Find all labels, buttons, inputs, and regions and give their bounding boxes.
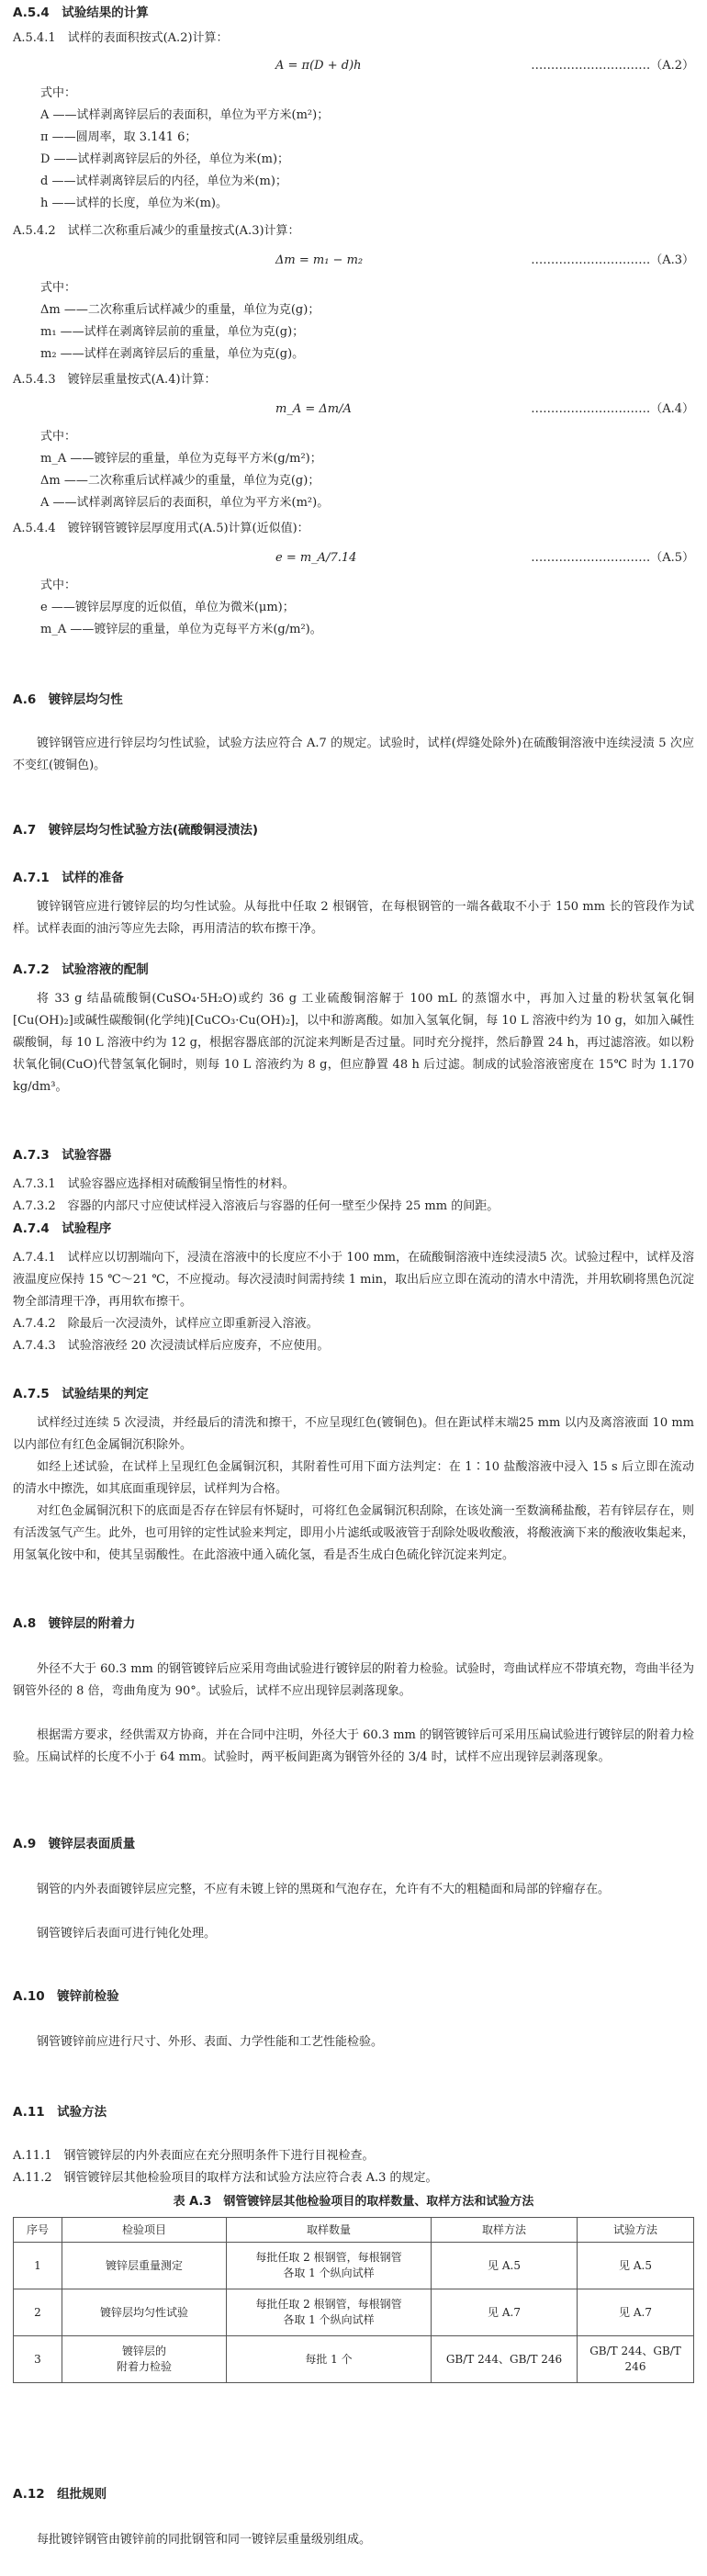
table-cell: 每批 1 个 bbox=[227, 2336, 432, 2383]
where-label: 式中： bbox=[40, 281, 77, 295]
column-header: 检验项目 bbox=[62, 2218, 227, 2243]
table-cell: 见 A.7 bbox=[432, 2289, 578, 2336]
formula: m_A = Δm/A bbox=[275, 402, 352, 416]
table-cell: 每批任取 2 根钢管，每根钢管 各取 1 个纵向试样 bbox=[227, 2243, 432, 2289]
variable-list bbox=[40, 448, 329, 514]
formula: Δm = m₁ − m₂ bbox=[275, 253, 364, 267]
clause-item: A.7.3.1 试验容器应选择相对硫酸铜呈惰性的材料。 bbox=[13, 1177, 295, 1191]
variable-definition: π ——圆周率，取 3.141 6； bbox=[40, 130, 197, 144]
column-header: 取样数量 bbox=[227, 2218, 432, 2243]
paragraph: 试样经过连续 5 次浸渍，并经最后的清洗和擦干，不应呈现红色(镀铜色)。但在距试样末端25 mm 以内及离溶液面 10 mm 以内部位有红色金属铜沉积除外。 bbox=[13, 1416, 694, 1452]
clause-label: A.5.4.2 试样二次称重后减少的重量按式(A.3)计算： bbox=[13, 224, 300, 238]
paragraph: 根据需方要求，经供需双方协商，并在合同中注明，外径大于 60.3 mm 的钢管镀锌后可采用压扁试验进行镀锌层的附着力检验。压扁试样的长度不小于 64 mm。试验时，两平板间距离为钢管外径的 3/4 时，试样不应出现锌层剥落现象。 bbox=[13, 1728, 694, 1764]
variable-definition: A ——试样剥离锌层后的表面积，单位为平方米(m²)； bbox=[40, 108, 330, 122]
variable-definition: A ——试样剥离锌层后的表面积，单位为平方米(m²)。 bbox=[40, 496, 330, 510]
clause-item: A.11.2 钢管镀锌层其他检验项目的取样方法和试验方法应符合表 A.3 的规定。 bbox=[13, 2171, 438, 2185]
table-row bbox=[14, 2243, 694, 2289]
section-heading: A.9 镀锌层表面质量 bbox=[13, 1837, 136, 1851]
variable-list bbox=[40, 105, 329, 215]
table-cell: 见 A.5 bbox=[578, 2243, 694, 2289]
variable-list bbox=[40, 597, 322, 641]
table-cell: 镀锌层的 附着力检验 bbox=[62, 2336, 227, 2383]
paragraph: 钢管的内外表面镀锌层应完整，不应有未镀上锌的黑斑和气泡存在，允许有不大的粗糙面和局部的锌瘤存在。 bbox=[37, 1883, 611, 1896]
variable-definition: Δm ——二次称重后试样减少的重量，单位为克(g)； bbox=[40, 474, 320, 488]
sampling-table bbox=[13, 2217, 694, 2383]
paragraph: 如经上述试验，在试样上呈现红色金属铜沉积，其附着性可用下面方法判定：在 1∶10 盐酸溶液中浸入 15 s 后立即在流动的清水中擦洗，如其底面重现锌层，试样判为合格。 bbox=[13, 1460, 694, 1496]
section-heading: A.6 镀锌层均匀性 bbox=[13, 692, 123, 707]
variable-definition: Δm ——二次称重后试样减少的重量，单位为克(g)； bbox=[40, 303, 320, 317]
variable-definition: m₁ ——试样在剥离锌层前的重量，单位为克(g)； bbox=[40, 325, 305, 339]
section-heading: A.7 镀锌层均匀性试验方法(硫酸铜浸渍法) bbox=[13, 823, 259, 838]
variable-definition: m_A ——镀锌层的重量，单位为克每平方米(g/m²)。 bbox=[40, 623, 322, 636]
where-label: 式中： bbox=[40, 430, 77, 444]
clause-label: A.5.4.3 镀锌层重量按式(A.4)计算： bbox=[13, 373, 217, 387]
where-label: 式中： bbox=[40, 579, 77, 592]
table-header-row bbox=[14, 2218, 694, 2243]
variable-definition: d ——试样剥离锌层后的内径，单位为米(m)； bbox=[40, 174, 287, 188]
table-cell: 3 bbox=[14, 2336, 62, 2383]
clause-item: A.7.4.1 试样应以切割端向下，浸渍在溶液中的长度应不小于 100 mm，在硫酸铜溶液中连续浸渍5 次。试验过程中，试样及溶液温度应保持 15 ℃～21 ℃，不应搅动。每次浸渍时间需持续 1 min，取出后应立即在流动的清水中清洗，并用软刷将黑色沉淀物全部清理干净，再用软布擦干。 bbox=[13, 1251, 694, 1309]
paragraph: 镀锌钢管应进行锌层均匀性试验，试验方法应符合 A.7 的规定。试验时，试样(焊缝处除外)在硫酸铜溶液中连续浸渍 5 次应不变红(镀铜色)。 bbox=[13, 737, 694, 772]
formula-number: …………………………（A.2） bbox=[531, 59, 694, 73]
subsection-heading: A.7.3 试验容器 bbox=[13, 1148, 112, 1163]
table-cell: 见 A.5 bbox=[432, 2243, 578, 2289]
column-header: 试验方法 bbox=[578, 2218, 694, 2243]
formula: A = π(D + d)h bbox=[275, 59, 362, 73]
variable-definition: e ——镀锌层厚度的近似值，单位为微米(μm)； bbox=[40, 601, 295, 614]
formula: e = m_A/7.14 bbox=[275, 551, 357, 565]
paragraph: 钢管镀锌后表面可进行钝化处理。 bbox=[37, 1927, 217, 1940]
table-cell: 镀锌层重量测定 bbox=[62, 2243, 227, 2289]
section-heading: A.11 试验方法 bbox=[13, 2105, 107, 2120]
table-cell: GB/T 244、GB/T 246 bbox=[432, 2336, 578, 2383]
formula-number: …………………………（A.4） bbox=[531, 402, 694, 416]
subsection-heading: A.7.2 试验溶液的配制 bbox=[13, 962, 149, 977]
formula-number: …………………………（A.5） bbox=[531, 551, 694, 565]
clause-item: A.11.1 钢管镀锌层的内外表面应在充分照明条件下进行目视检查。 bbox=[13, 2149, 375, 2163]
clause-item: A.7.3.2 容器的内部尺寸应使试样浸入溶液后与容器的任何一壁至少保持 25 mm 的间距。 bbox=[13, 1199, 499, 1213]
section-heading: A.8 镀锌层的附着力 bbox=[13, 1616, 136, 1631]
formula-number: …………………………（A.3） bbox=[531, 253, 694, 267]
section-heading: A.12 组批规则 bbox=[13, 2487, 107, 2502]
clause-label: A.5.4.1 试样的表面积按式(A.2)计算： bbox=[13, 31, 229, 45]
paragraph: 钢管镀锌前应进行尺寸、外形、表面、力学性能和工艺性能检验。 bbox=[37, 2035, 384, 2049]
clause-item: A.7.4.2 除最后一次浸渍外，试样应立即重新浸入溶液。 bbox=[13, 1317, 319, 1331]
subsection-heading: A.7.4 试验程序 bbox=[13, 1221, 112, 1236]
variable-definition: m_A ——镀锌层的重量，单位为克每平方米(g/m²)； bbox=[40, 452, 322, 466]
variable-definition: h ——试样的长度，单位为米(m)。 bbox=[40, 197, 228, 210]
variable-definition: D ——试样剥离锌层后的外径，单位为米(m)； bbox=[40, 152, 290, 166]
paragraph: 外径不大于 60.3 mm 的钢管镀锌后应采用弯曲试验进行镀锌层的附着力检验。试验时，弯曲试样应不带填充物，弯曲半径为钢管外径的 8 倍，弯曲角度为 90°。试验后，试样不应出现锌层剥落现象。 bbox=[13, 1662, 694, 1698]
section-heading: A.5.4 试验结果的计算 bbox=[13, 6, 149, 20]
paragraph: 将 33 g 结晶硫酸铜(CuSO₄·5H₂O)或约 36 g 工业硫酸铜溶解于 100 mL 的蒸馏水中，再加入过量的粉状氢氧化铜[Cu(OH)₂]或碱性碳酸铜(化学纯)[CuCO₃·Cu(OH)₂]，以中和游离酸。如加入氢氧化铜，每 10 L 溶液中约为 10 g，如加入碱性碳酸铜，每 10 L 溶液中约为 12 g，根据容器底部的沉淀来判断是否过量。同时充分搅拌，然后静置 24 h，再过滤溶液。如以粉状氧化铜(CuO)代替氢氧化铜时，则每 10 L 溶液约为 8 g，但应静置 48 h 后过滤。制成的试验溶液密度在 15℃ 时为 1.170 kg/dm³。 bbox=[13, 992, 694, 1094]
table-cell: GB/T 244、GB/T 246 bbox=[578, 2336, 694, 2383]
table-title: 表 A.3 钢管镀锌层其他检验项目的取样数量、取样方法和试验方法 bbox=[173, 2195, 534, 2209]
table-cell: 见 A.7 bbox=[578, 2289, 694, 2336]
clause-label: A.5.4.4 镀锌钢管镀锌层厚度用式(A.5)计算(近似值)： bbox=[13, 522, 309, 535]
table-row bbox=[14, 2289, 694, 2336]
table-row bbox=[14, 2336, 694, 2383]
subsection-heading: A.7.1 试样的准备 bbox=[13, 871, 124, 885]
clause-item: A.7.4.3 试验溶液经 20 次浸渍试样后应废弃，不应使用。 bbox=[13, 1339, 330, 1353]
column-header: 序号 bbox=[14, 2218, 62, 2243]
section-heading: A.10 镀锌前检验 bbox=[13, 1989, 119, 2004]
table-cell: 2 bbox=[14, 2289, 62, 2336]
table-cell: 1 bbox=[14, 2243, 62, 2289]
paragraph: 每批镀锌钢管由镀锌前的同批钢管和同一镀锌层重量级别组成。 bbox=[37, 2533, 372, 2547]
column-header: 取样方法 bbox=[432, 2218, 578, 2243]
subsection-heading: A.7.5 试验结果的判定 bbox=[13, 1387, 149, 1401]
paragraph: 镀锌钢管应进行镀锌层的均匀性试验。从每批中任取 2 根钢管，在每根钢管的一端各截取不小于 150 mm 长的管段作为试样。试样表面的油污等应先去除，再用清洁的软布擦干净。 bbox=[13, 900, 694, 936]
variable-definition: m₂ ——试样在剥离锌层后的重量，单位为克(g)。 bbox=[40, 347, 305, 361]
paragraph: 对红色金属铜沉积下的底面是否存在锌层有怀疑时，可将红色金属铜沉积刮除，在该处滴一至数滴稀盐酸，若有锌层存在，则有活泼氢气产生。此外，也可用锌的定性试验来判定，即用小片滤纸或吸液管于刮除处吸收酸液，将酸液滴下来的酸液收集起来，用氢氧化铵中和，使其呈弱酸性。在此溶液中通入硫化氢，看是否生成白色硫化锌沉淀来判定。 bbox=[13, 1504, 694, 1562]
table-cell: 镀锌层均匀性试验 bbox=[62, 2289, 227, 2336]
where-label: 式中： bbox=[40, 86, 77, 100]
table-cell: 每批任取 2 根钢管，每根钢管 各取 1 个纵向试样 bbox=[227, 2289, 432, 2336]
variable-list bbox=[40, 299, 320, 366]
